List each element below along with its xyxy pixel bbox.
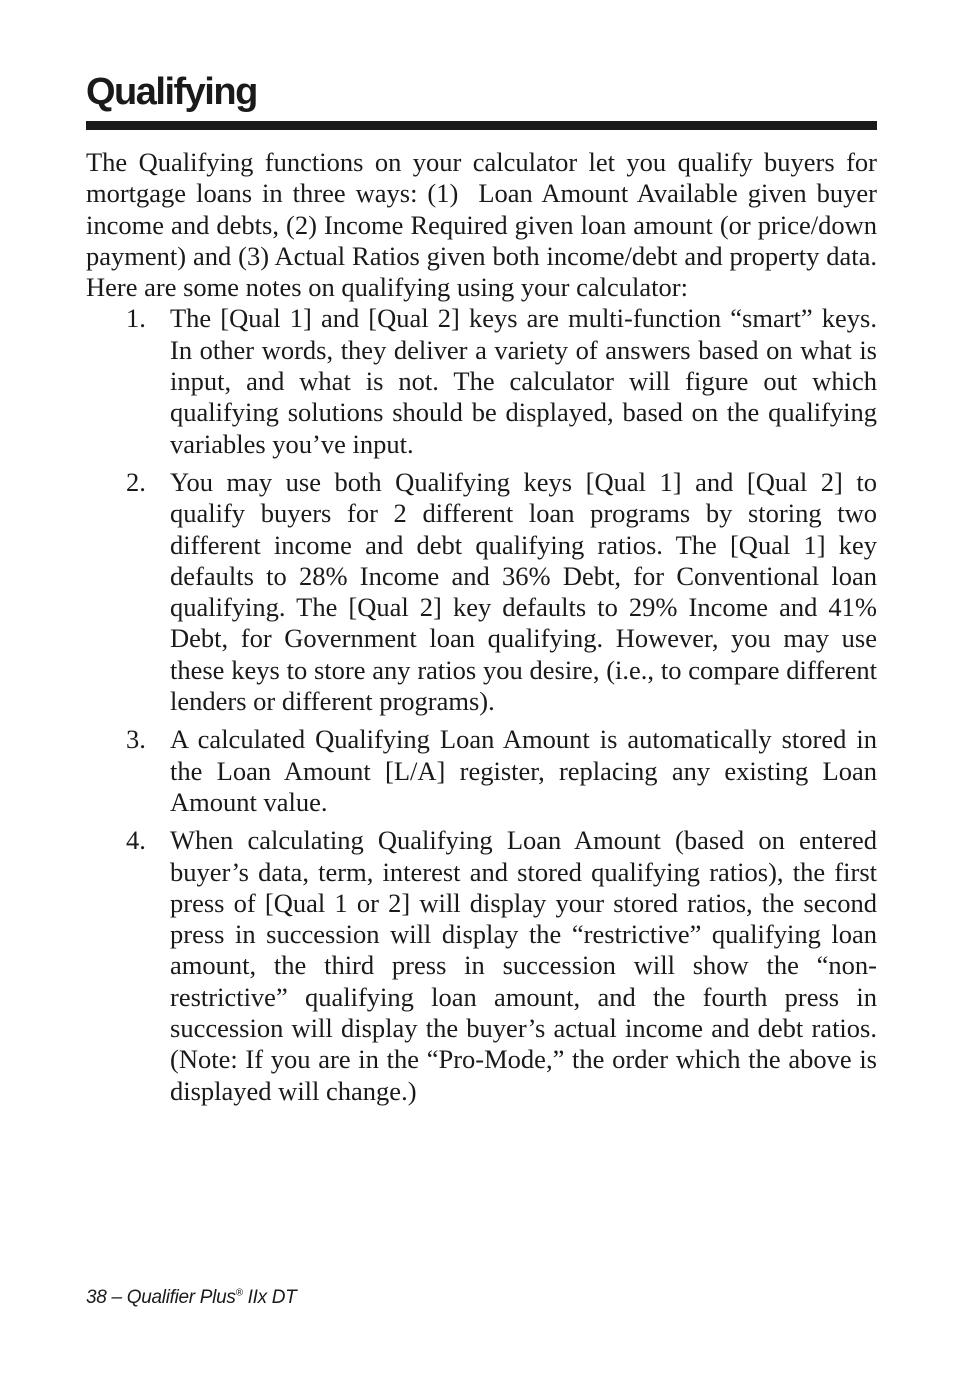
- page-content: [86, 147, 877, 1107]
- note-number: 4.: [126, 825, 146, 856]
- note-number: 3.: [126, 724, 146, 755]
- note-text: When calculating Qualifying Loan Amount (based on entered buyer’s data, term, interest and stored qualifying ratios), the first press of [Qual 1 or 2] will display your stored ratios, the second press in succession will display the “restrictive” qualifying loan amount, the third press in succession will show the “non-restrictive” qualifying loan amount, and the fourth press in succession will display the buyer’s actual income and debt ratios. (Note: If you are in the “Pro-Mode,” the order which the above is displayed will change.): [170, 825, 877, 1106]
- note-text: You may use both Qualifying keys [Qual 1] and [Qual 2] to qualify buyers for 2 different loan programs by storing two different income and debt qualifying ratios. The [Qual 1] key defaults to 28% Income and 36% Debt, for Conventional loan qualifying. The [Qual 2] key defaults to 29% Income and 41% Debt, for Government loan qualifying. However, you may use these keys to store any ratios you desire, (i.e., to compare different lenders or different programs).: [170, 466, 877, 717]
- note-number: 1.: [126, 303, 146, 334]
- note-item-1: [86, 303, 877, 459]
- note-item-3: [86, 724, 877, 818]
- note-number: 2.: [126, 466, 146, 497]
- note-item-4: [86, 825, 877, 1107]
- note-text: The [Qual 1] and [Qual 2] keys are multi-function “smart” keys. In other words, they deliver a variety of answers based on what is input, and what is not. The calculator will figure out which qualifying solutions should be displayed, based on the qualifying variables you’ve input.: [170, 303, 877, 459]
- intro-paragraph: The Qualifying functions on your calculator let you qualify buyers for mortgage loans in three ways: (1) Loan Amount Available given buyer income and debts, (2) Income Required given loan amount (or price/down payment) and (3) Actual Ratios given both income/debt and property data. Here are some notes on qualifying using your calculator:: [86, 147, 877, 303]
- page-footer: [86, 1287, 296, 1309]
- page-title: Qualifying: [86, 71, 257, 113]
- registered-mark: ®: [235, 1287, 243, 1299]
- note-item-2: [86, 467, 877, 717]
- footer-model: IIx DT: [242, 1287, 297, 1308]
- note-text: A calculated Qualifying Loan Amount is automatically stored in the Loan Amount [L/A] register, replacing any existing Loan Amount value.: [170, 724, 877, 817]
- title-rule: [86, 121, 877, 130]
- footer-page-label: 38 – Qualifier Plus: [86, 1287, 236, 1308]
- notes-list: [86, 303, 877, 1106]
